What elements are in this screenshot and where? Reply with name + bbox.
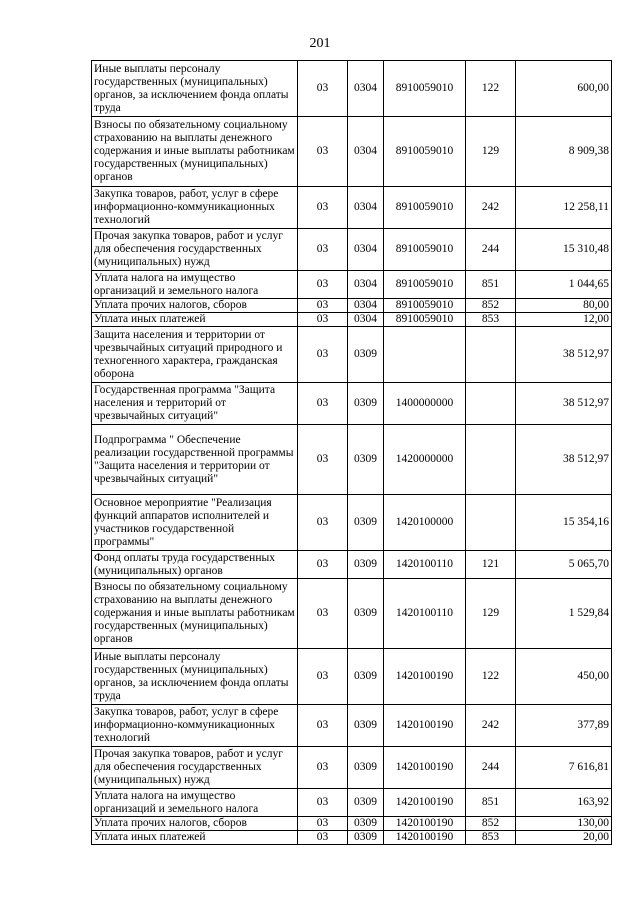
row-subsection-code: 0304 bbox=[348, 187, 384, 229]
row-expense-type: 853 bbox=[466, 831, 516, 845]
row-section-code: 03 bbox=[298, 187, 348, 229]
row-target-article: 1420100190 bbox=[384, 789, 466, 817]
row-expense-type: 851 bbox=[466, 271, 516, 299]
row-section-code: 03 bbox=[298, 789, 348, 817]
table-row bbox=[92, 817, 612, 831]
table-row bbox=[92, 61, 612, 117]
row-expense-type bbox=[466, 383, 516, 425]
row-amount: 15 310,48 bbox=[516, 229, 612, 271]
row-name: Уплата иных платежей bbox=[92, 831, 298, 845]
row-subsection-code: 0309 bbox=[348, 551, 384, 579]
row-amount: 38 512,97 bbox=[516, 383, 612, 425]
row-subsection-code: 0309 bbox=[348, 747, 384, 789]
row-expense-type: 242 bbox=[466, 705, 516, 747]
row-subsection-code: 0309 bbox=[348, 327, 384, 383]
row-expense-type: 129 bbox=[466, 117, 516, 187]
row-target-article: 1420000000 bbox=[384, 425, 466, 495]
row-section-code: 03 bbox=[298, 495, 348, 551]
row-amount: 38 512,97 bbox=[516, 425, 612, 495]
row-name: Фонд оплаты труда государственных (муниципальных) органов bbox=[92, 551, 298, 579]
row-target-article: 1420100190 bbox=[384, 747, 466, 789]
table-row bbox=[92, 299, 612, 313]
row-expense-type: 242 bbox=[466, 187, 516, 229]
table-row bbox=[92, 229, 612, 271]
row-target-article: 8910059010 bbox=[384, 299, 466, 313]
row-target-article: 1420100190 bbox=[384, 705, 466, 747]
row-expense-type: 852 bbox=[466, 299, 516, 313]
row-name: Уплата налога на имущество организаций и земельного налога bbox=[92, 789, 298, 817]
table-body bbox=[92, 61, 612, 845]
budget-table bbox=[91, 60, 612, 845]
row-subsection-code: 0309 bbox=[348, 831, 384, 845]
row-target-article: 8910059010 bbox=[384, 313, 466, 327]
row-target-article: 8910059010 bbox=[384, 187, 466, 229]
row-section-code: 03 bbox=[298, 649, 348, 705]
row-target-article: 8910059010 bbox=[384, 271, 466, 299]
row-amount: 38 512,97 bbox=[516, 327, 612, 383]
row-name: Основное мероприятие "Реализация функций аппаратов исполнителей и участников государственной программы" bbox=[92, 495, 298, 551]
table-row bbox=[92, 747, 612, 789]
row-name: Уплата налога на имущество организаций и земельного налога bbox=[92, 271, 298, 299]
row-name: Взносы по обязательному социальному страхованию на выплаты денежного содержания и иные выплаты работникам государственных (муниципальных) органов bbox=[92, 579, 298, 649]
row-amount: 12,00 bbox=[516, 313, 612, 327]
row-amount: 450,00 bbox=[516, 649, 612, 705]
table-row bbox=[92, 495, 612, 551]
row-amount: 8 909,38 bbox=[516, 117, 612, 187]
row-name: Уплата прочих налогов, сборов bbox=[92, 817, 298, 831]
row-target-article: 8910059010 bbox=[384, 61, 466, 117]
row-subsection-code: 0309 bbox=[348, 495, 384, 551]
row-amount: 1 044,65 bbox=[516, 271, 612, 299]
row-subsection-code: 0309 bbox=[348, 425, 384, 495]
row-section-code: 03 bbox=[298, 747, 348, 789]
row-expense-type bbox=[466, 425, 516, 495]
table-row bbox=[92, 117, 612, 187]
row-expense-type: 244 bbox=[466, 229, 516, 271]
row-amount: 12 258,11 bbox=[516, 187, 612, 229]
row-subsection-code: 0309 bbox=[348, 789, 384, 817]
row-amount: 5 065,70 bbox=[516, 551, 612, 579]
table-row bbox=[92, 831, 612, 845]
row-section-code: 03 bbox=[298, 313, 348, 327]
table-row bbox=[92, 425, 612, 495]
row-name: Прочая закупка товаров, работ и услуг для обеспечения государственных (муниципальных) нужд bbox=[92, 747, 298, 789]
row-expense-type bbox=[466, 327, 516, 383]
row-subsection-code: 0309 bbox=[348, 705, 384, 747]
table-row bbox=[92, 551, 612, 579]
row-subsection-code: 0309 bbox=[348, 383, 384, 425]
row-amount: 1 529,84 bbox=[516, 579, 612, 649]
row-subsection-code: 0309 bbox=[348, 649, 384, 705]
row-subsection-code: 0304 bbox=[348, 313, 384, 327]
row-expense-type: 244 bbox=[466, 747, 516, 789]
table-row bbox=[92, 649, 612, 705]
row-subsection-code: 0304 bbox=[348, 299, 384, 313]
row-expense-type: 122 bbox=[466, 649, 516, 705]
table-row bbox=[92, 789, 612, 817]
row-section-code: 03 bbox=[298, 831, 348, 845]
table-row bbox=[92, 579, 612, 649]
row-name: Взносы по обязательному социальному страхованию на выплаты денежного содержания и иные выплаты работникам государственных (муниципальных) органов bbox=[92, 117, 298, 187]
row-section-code: 03 bbox=[298, 61, 348, 117]
row-section-code: 03 bbox=[298, 705, 348, 747]
row-target-article: 1420100110 bbox=[384, 551, 466, 579]
row-expense-type: 853 bbox=[466, 313, 516, 327]
row-amount: 600,00 bbox=[516, 61, 612, 117]
row-section-code: 03 bbox=[298, 579, 348, 649]
row-expense-type: 852 bbox=[466, 817, 516, 831]
row-name: Иные выплаты персоналу государственных (муниципальных) органов, за исключением фонда оплаты труда bbox=[92, 649, 298, 705]
row-amount: 80,00 bbox=[516, 299, 612, 313]
table-row bbox=[92, 187, 612, 229]
row-target-article: 1420100000 bbox=[384, 495, 466, 551]
row-amount: 20,00 bbox=[516, 831, 612, 845]
row-section-code: 03 bbox=[298, 229, 348, 271]
row-subsection-code: 0304 bbox=[348, 229, 384, 271]
row-expense-type bbox=[466, 495, 516, 551]
row-subsection-code: 0304 bbox=[348, 117, 384, 187]
row-amount: 15 354,16 bbox=[516, 495, 612, 551]
row-target-article: 8910059010 bbox=[384, 229, 466, 271]
row-section-code: 03 bbox=[298, 117, 348, 187]
row-target-article: 8910059010 bbox=[384, 117, 466, 187]
row-name: Подпрограмма " Обеспечение реализации государственной программы "Защита населения и территории от чрезвычайных ситуаций" bbox=[92, 425, 298, 495]
row-name: Закупка товаров, работ, услуг в сфере информационно-коммуникационных технологий bbox=[92, 705, 298, 747]
row-section-code: 03 bbox=[298, 383, 348, 425]
row-target-article: 1420100110 bbox=[384, 579, 466, 649]
row-target-article: 1420100190 bbox=[384, 817, 466, 831]
row-expense-type: 121 bbox=[466, 551, 516, 579]
row-target-article bbox=[384, 327, 466, 383]
row-expense-type: 129 bbox=[466, 579, 516, 649]
table-row bbox=[92, 313, 612, 327]
row-name: Иные выплаты персоналу государственных (муниципальных) органов, за исключением фонда оплаты труда bbox=[92, 61, 298, 117]
row-section-code: 03 bbox=[298, 299, 348, 313]
row-name: Закупка товаров, работ, услуг в сфере информационно-коммуникационных технологий bbox=[92, 187, 298, 229]
row-name: Уплата иных платежей bbox=[92, 313, 298, 327]
row-name: Защита населения и территории от чрезвычайных ситуаций природного и техногенного характера, гражданская оборона bbox=[92, 327, 298, 383]
page-number: 201 bbox=[309, 36, 331, 51]
table-row bbox=[92, 705, 612, 747]
row-section-code: 03 bbox=[298, 817, 348, 831]
row-section-code: 03 bbox=[298, 271, 348, 299]
row-name: Уплата прочих налогов, сборов bbox=[92, 299, 298, 313]
table-row bbox=[92, 327, 612, 383]
row-subsection-code: 0309 bbox=[348, 579, 384, 649]
row-subsection-code: 0304 bbox=[348, 61, 384, 117]
row-amount: 130,00 bbox=[516, 817, 612, 831]
row-amount: 163,92 bbox=[516, 789, 612, 817]
row-amount: 377,89 bbox=[516, 705, 612, 747]
table-row bbox=[92, 271, 612, 299]
row-section-code: 03 bbox=[298, 551, 348, 579]
row-subsection-code: 0304 bbox=[348, 271, 384, 299]
row-amount: 7 616,81 bbox=[516, 747, 612, 789]
row-section-code: 03 bbox=[298, 327, 348, 383]
row-name: Государственная программа "Защита населения и территорий от чрезвычайных ситуаций" bbox=[92, 383, 298, 425]
row-target-article: 1400000000 bbox=[384, 383, 466, 425]
row-name: Прочая закупка товаров, работ и услуг для обеспечения государственных (муниципальных) нужд bbox=[92, 229, 298, 271]
row-target-article: 1420100190 bbox=[384, 831, 466, 845]
table-row bbox=[92, 383, 612, 425]
row-expense-type: 851 bbox=[466, 789, 516, 817]
row-section-code: 03 bbox=[298, 425, 348, 495]
row-subsection-code: 0309 bbox=[348, 817, 384, 831]
row-expense-type: 122 bbox=[466, 61, 516, 117]
row-target-article: 1420100190 bbox=[384, 649, 466, 705]
